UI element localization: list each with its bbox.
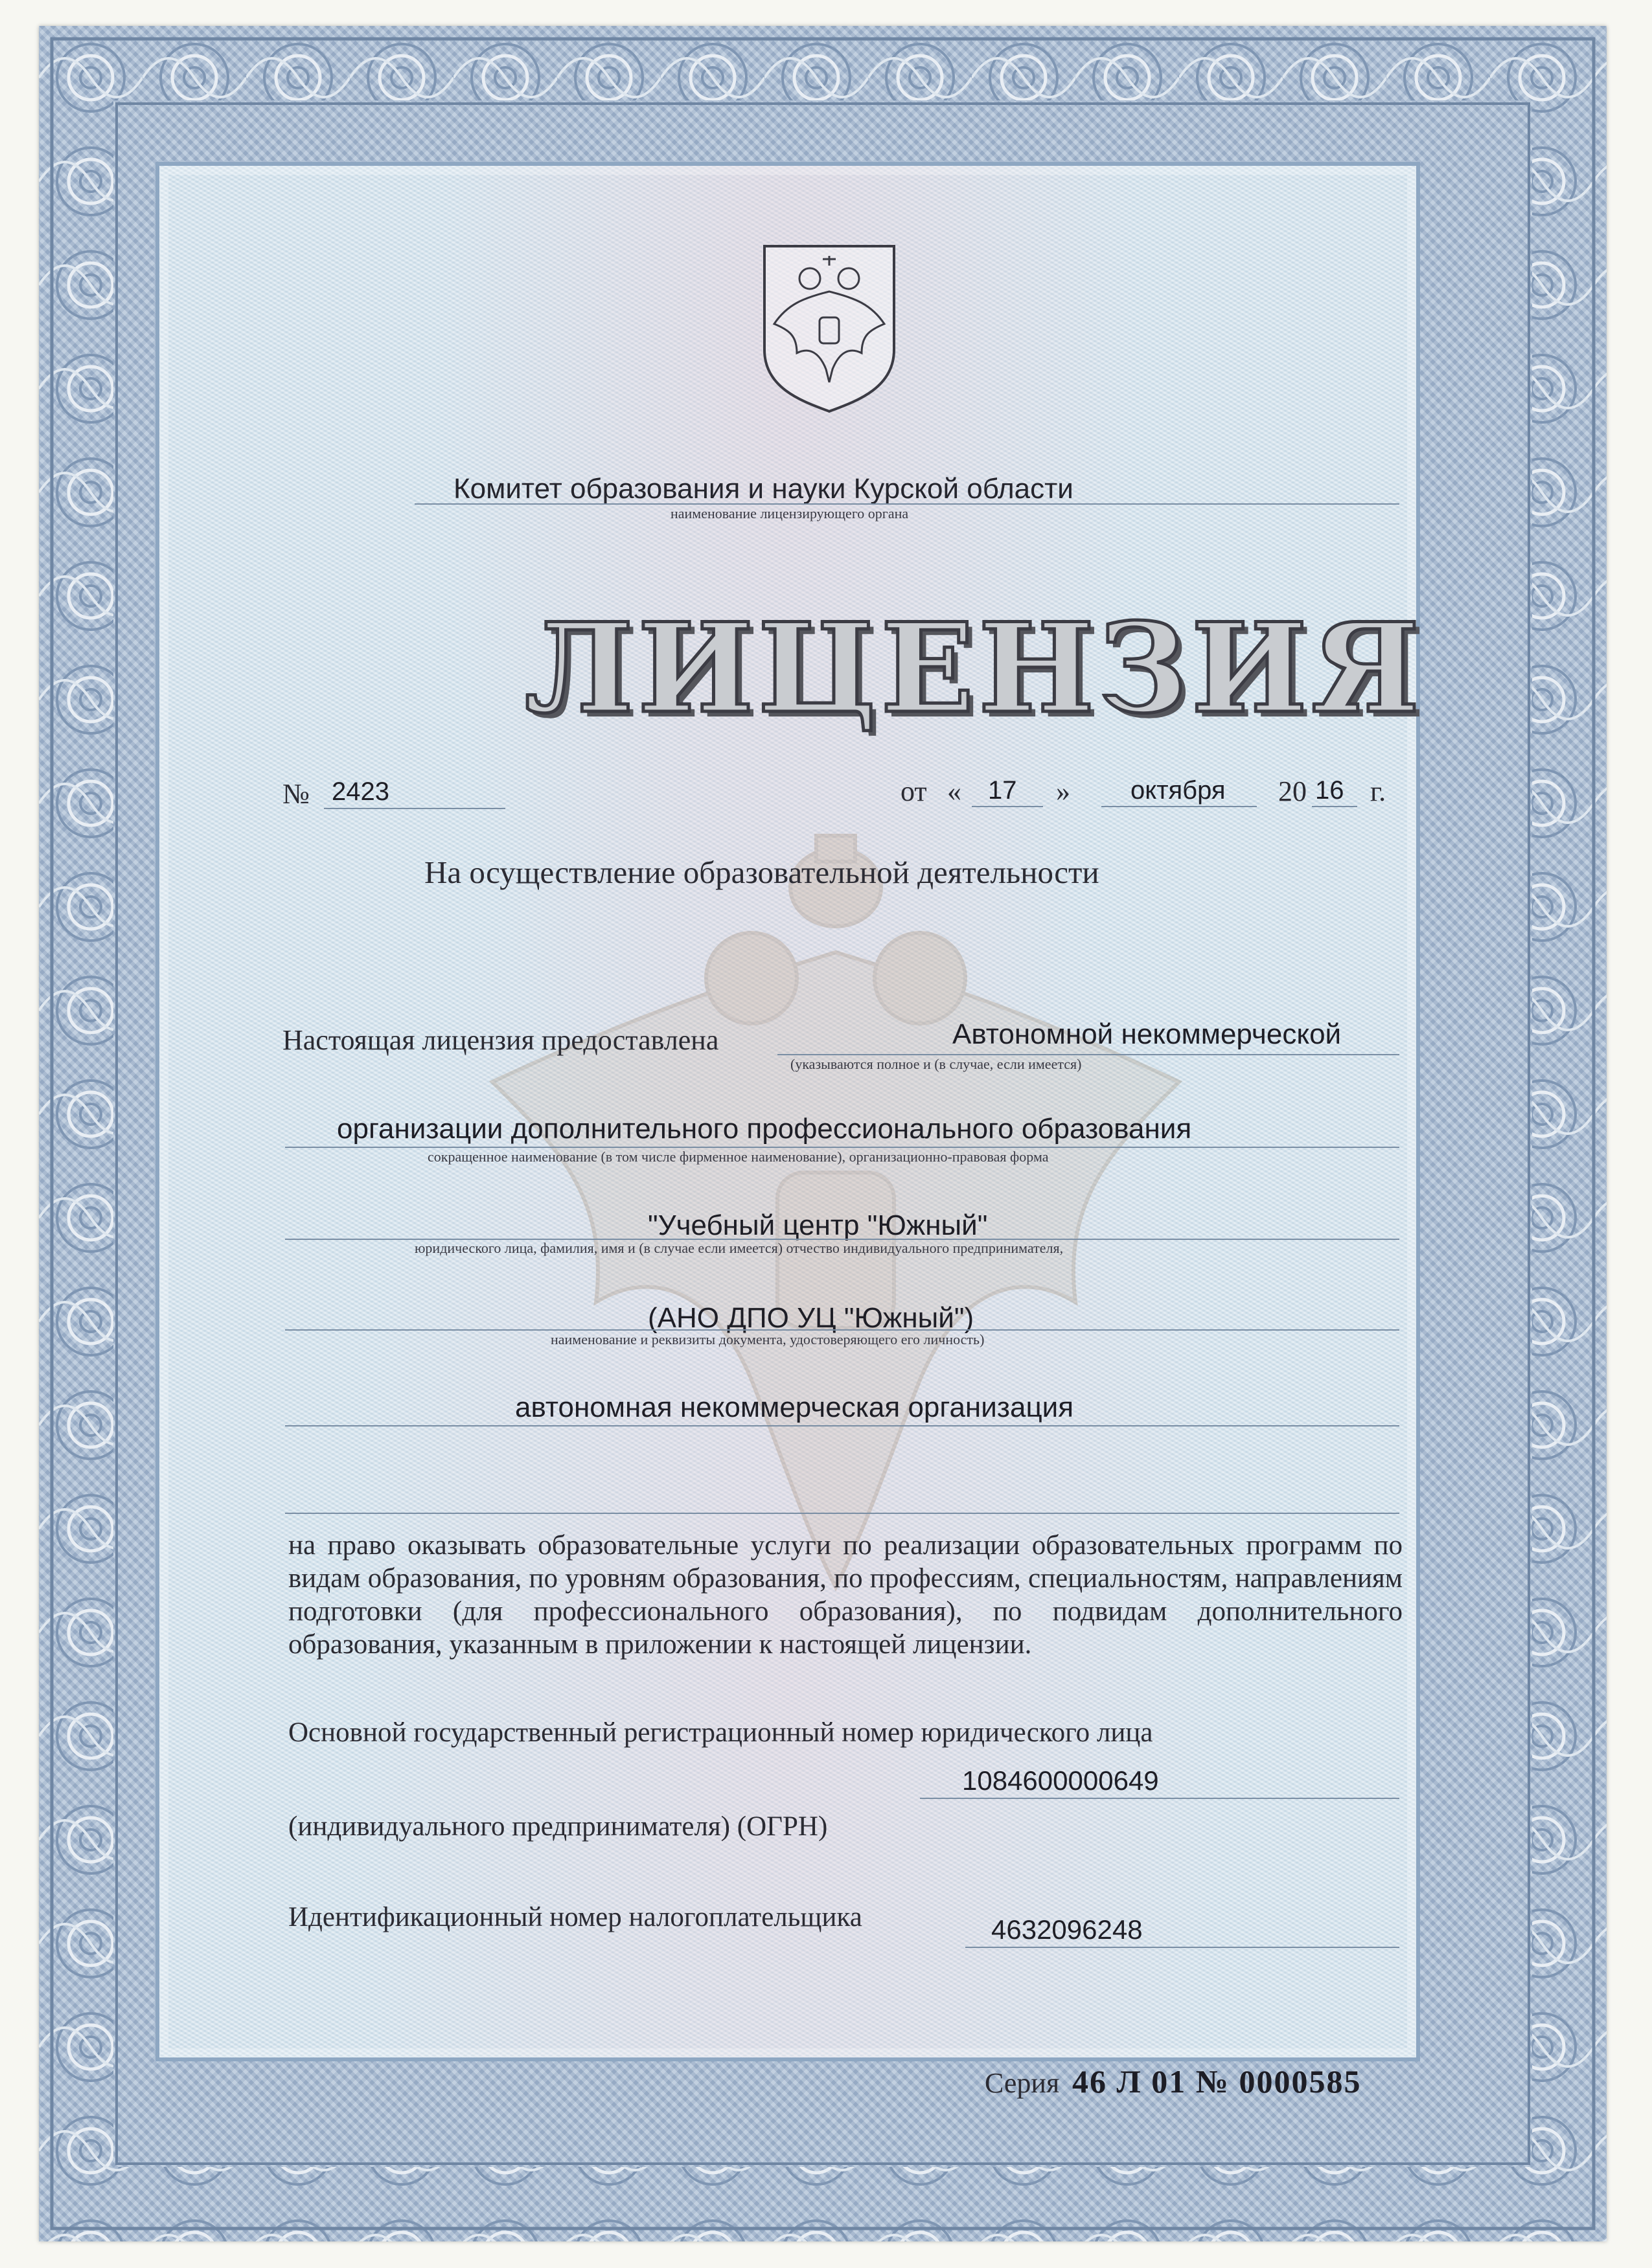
date-prefix: от [901, 775, 927, 807]
number-prefix: № [282, 778, 310, 810]
license-number: 2423 [332, 777, 389, 806]
date-month: октября [1130, 776, 1226, 805]
series-value: 46 Л 01 № 0000585 [1072, 2063, 1362, 2100]
ogrn-underline [920, 1798, 1399, 1799]
grant-line-3: "Учебный центр "Южный" [648, 1209, 988, 1241]
authority-caption: наименование лицензирующего органа [671, 505, 909, 521]
grant-caption-3: юридического лица, фамилия, имя и (в случае если имеется) отчество индивидуального предпринимателя, [415, 1240, 1064, 1256]
coat-of-arms-icon [758, 240, 901, 415]
year-mark: г. [1370, 775, 1386, 807]
grant-underline-6 [285, 1513, 1399, 1514]
grant-caption-2: сокращенное наименование (в том числе фирменное наименование), организационно-правовая форма [428, 1149, 1049, 1165]
inn-label: Идентификационный номер налогоплательщика [288, 1902, 862, 1932]
authority-underline [415, 503, 1399, 505]
grant-underline-4 [285, 1329, 1399, 1331]
year-underline [1312, 806, 1357, 807]
license-title: ЛИЦЕНЗИЯ [525, 596, 1424, 740]
year-prefix: 20 [1278, 775, 1307, 807]
license-purpose: На осуществление образовательной деятельности [424, 854, 1099, 890]
series-label: Серия [985, 2067, 1060, 2099]
inn-underline [965, 1947, 1399, 1948]
grant-caption-1: (указываются полное и (в случае, если имеется) [790, 1056, 1082, 1072]
rights-text: на право оказывать образовательные услуги по реализации образовательных программ по видам образования, по уровням образования, по профессиям, специальностям, направлениям подготовки (для профессионального образования), по подвидам дополнительного образования, указанным в приложении к настоящей лицензии. [288, 1530, 1403, 1660]
number-underline [324, 808, 505, 809]
authority-name: Комитет образования и науки Курской области [453, 473, 1073, 505]
month-underline [1101, 806, 1257, 807]
grant-underline-1 [777, 1054, 1399, 1055]
ogrn-label-line-2: (индивидуального предпринимателя) (ОГРН) [288, 1811, 828, 1842]
grant-line-4: (АНО ДПО УЦ "Южный") [648, 1302, 974, 1334]
grant-underline-5 [285, 1425, 1399, 1426]
grant-intro: Настоящая лицензия предоставлена [282, 1024, 719, 1056]
grant-caption-4: наименование и реквизиты документа, удостоверяющего его личность) [551, 1331, 985, 1347]
ogrn-label-line-1: Основной государственный регистрационный номер юридического лица [288, 1717, 1153, 1748]
year-suffix: 16 [1315, 776, 1344, 805]
date-day: 17 [988, 776, 1017, 805]
day-underline [972, 806, 1043, 807]
date-close-quote: » [1056, 775, 1070, 807]
grant-line-5: автономная некоммерческая организация [515, 1392, 1074, 1423]
date-open-quote: « [947, 775, 961, 807]
ogrn-value: 1084600000649 [962, 1765, 1159, 1796]
inn-value: 4632096248 [991, 1914, 1143, 1945]
grant-line-1: Автономной некоммерческой [952, 1018, 1342, 1050]
grant-line-2: организации дополнительного профессионального образования [337, 1113, 1192, 1145]
grant-underline-2 [285, 1147, 1399, 1148]
